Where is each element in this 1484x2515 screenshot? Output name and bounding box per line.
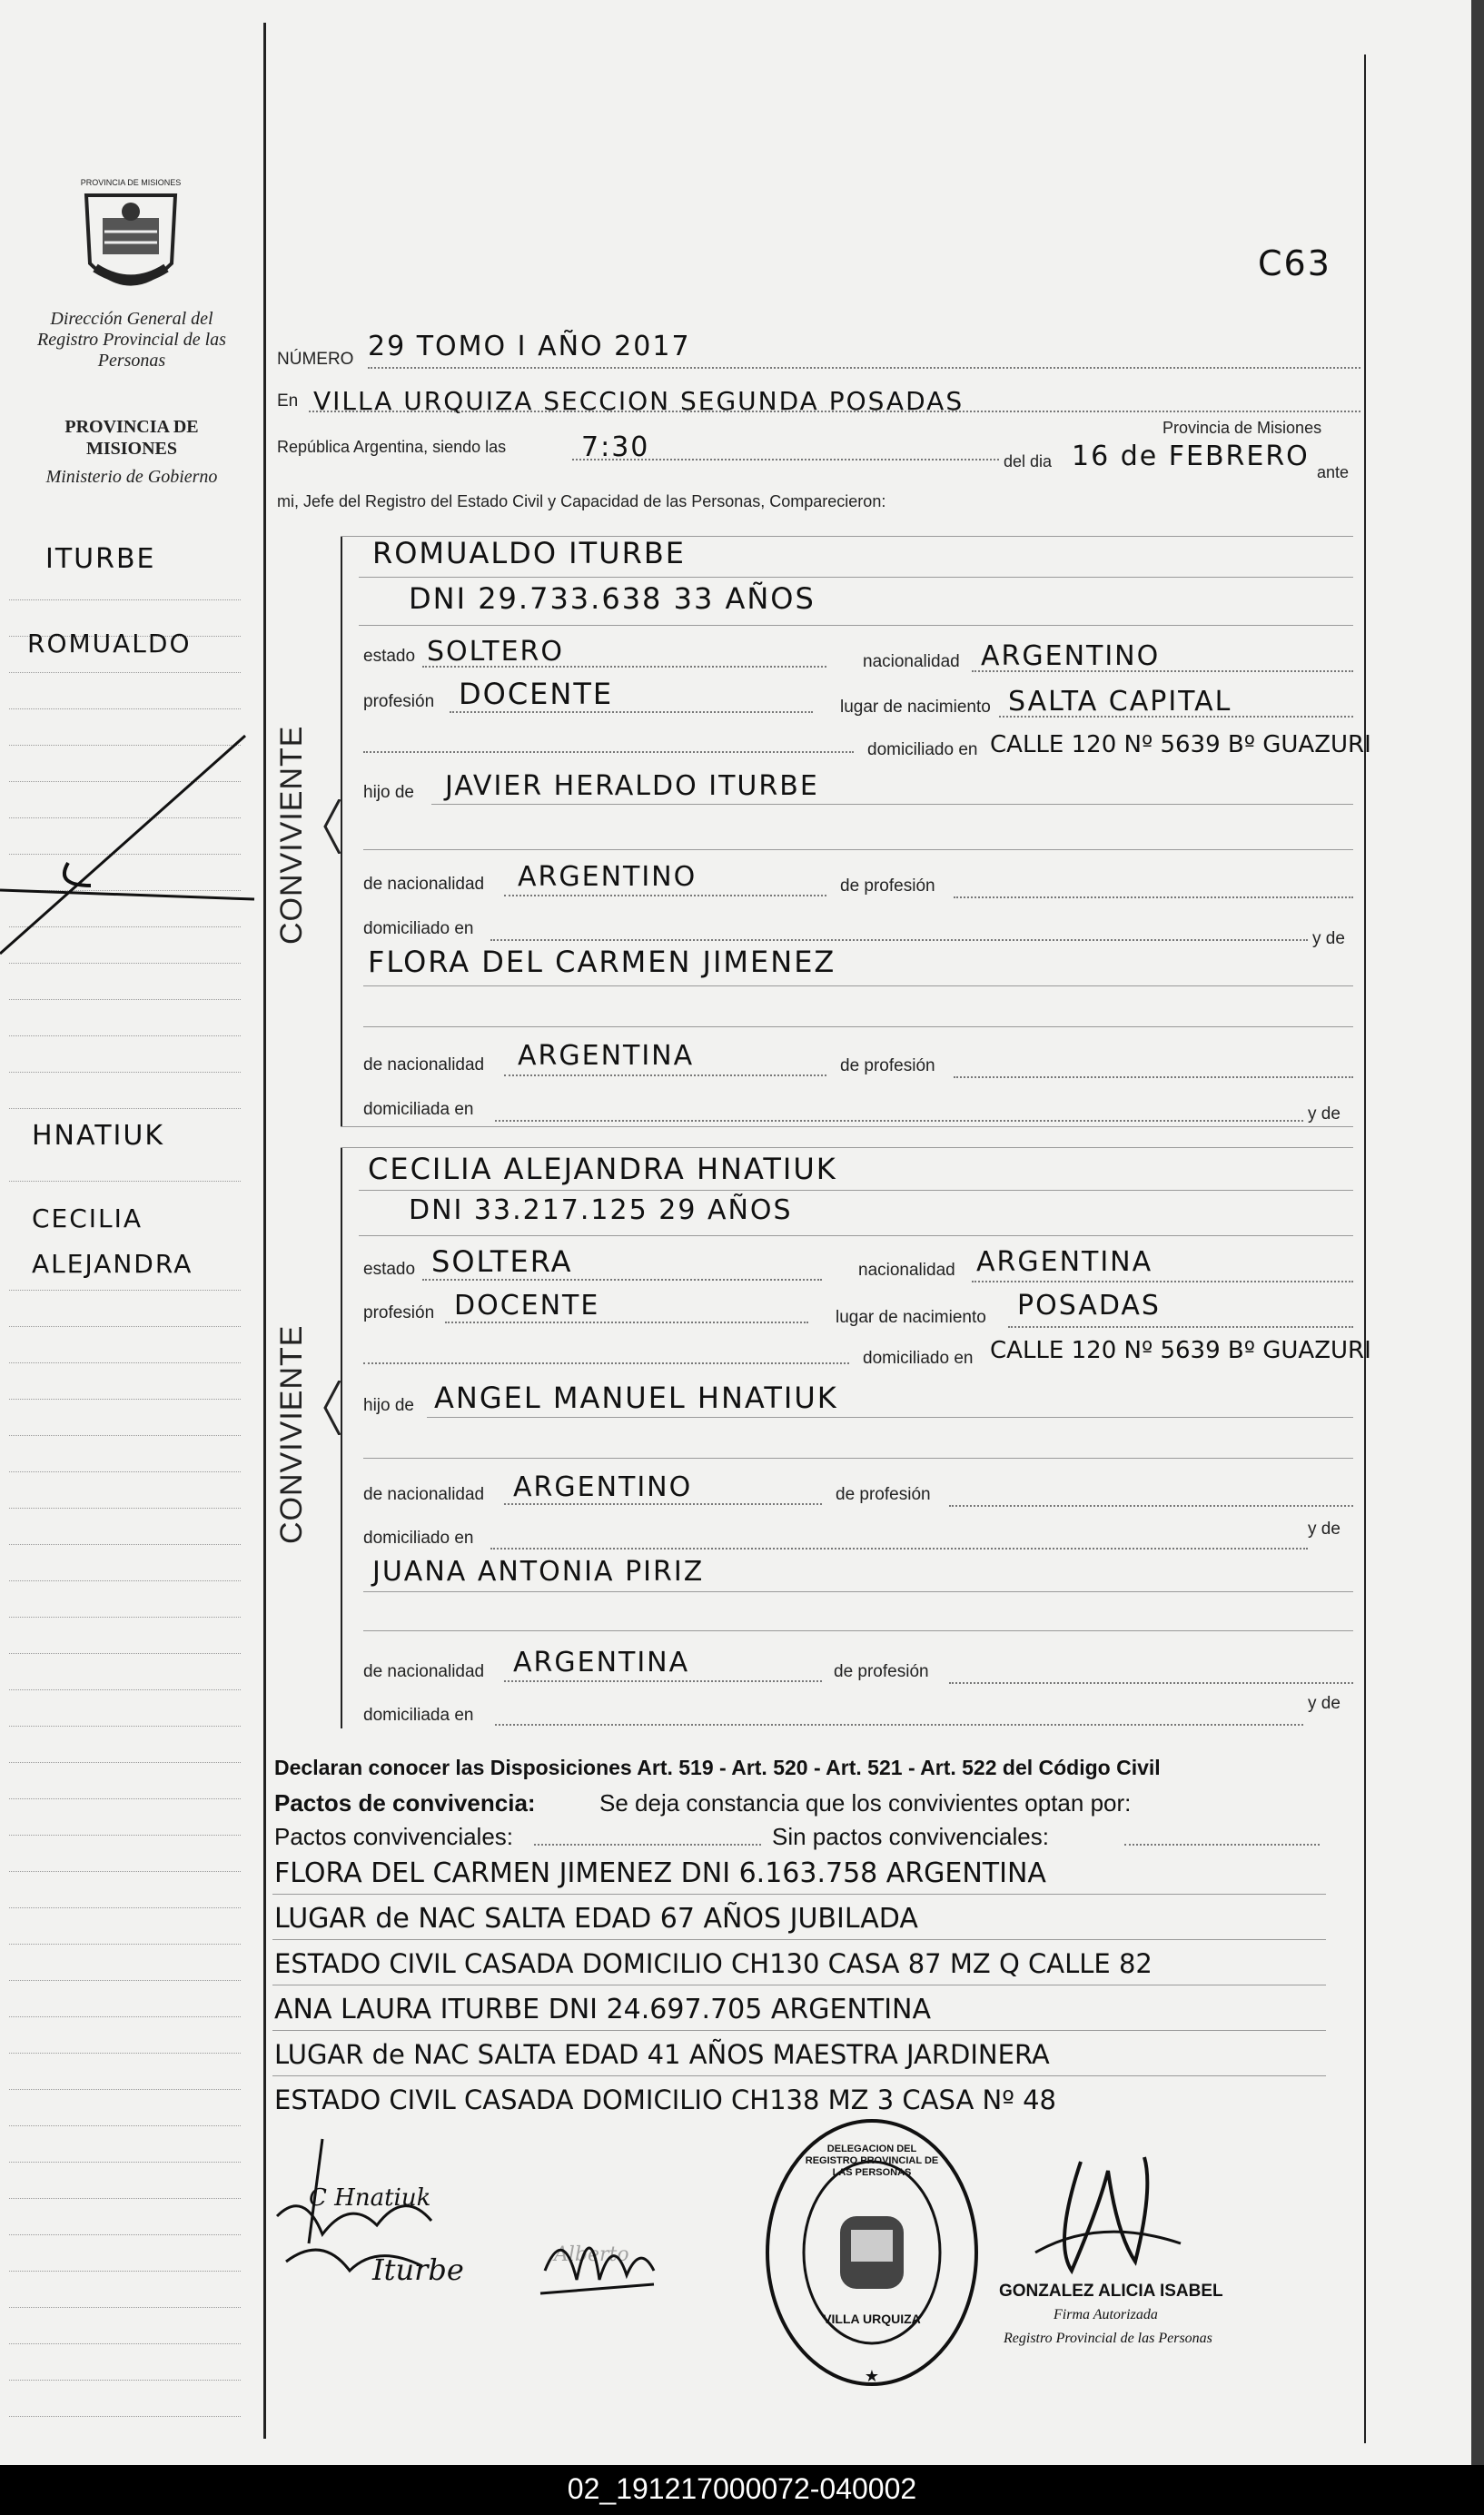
conv2-madre-dom-label: domiciliada en <box>363 1706 474 1725</box>
official-signature-icon <box>1017 2153 1199 2280</box>
provincia-label: Provincia de Misiones <box>1162 419 1322 437</box>
sin-pactos-label: Sin pactos convivenciales: <box>772 1823 1049 1850</box>
dia-value: 16 de FEBRERO <box>1072 441 1310 472</box>
conv1-nacionalidad-label: nacionalidad <box>863 652 960 671</box>
conv2-lugar-label: lugar de nacimiento <box>836 1308 986 1327</box>
conv1-madre-nac-label: de nacionalidad <box>363 1055 485 1074</box>
conv2-padre: ANGEL MANUEL HNATIUK <box>434 1381 838 1415</box>
conv2-padre-prof-label: de profesión <box>836 1485 931 1504</box>
page-edge-shadow <box>1471 0 1484 2465</box>
official-role: Firma Autorizada <box>1054 2307 1158 2322</box>
conv2-nacionalidad-label: nacionalidad <box>858 1261 955 1280</box>
witness-line-1: FLORA DEL CARMEN JIMENEZ DNI 6.163.758 ARGENTINA <box>274 1857 1046 1889</box>
conv1-hijo-label: hijo de <box>363 783 414 802</box>
witness-line-2: LUGAR de NAC SALTA EDAD 67 AÑOS JUBILADA <box>274 1903 918 1935</box>
declaration-line: Declaran conocer las Disposiciones Art. 519 - Art. 520 - Art. 521 - Art. 522 del Código Civil <box>274 1756 1161 1779</box>
conv2-estado-label: estado <box>363 1260 416 1279</box>
witness-line-5: LUGAR de NAC SALTA EDAD 41 AÑOS MAESTRA JARDINERA <box>274 2039 1050 2070</box>
right-border-line <box>1364 54 1366 2443</box>
conv2-yde-1: y de <box>1308 1520 1341 1539</box>
signature-1-text: C Hnatiuk <box>309 2184 431 2212</box>
conv2-madre-nac-label: de nacionalidad <box>363 1662 485 1681</box>
margin-surname-2: HNATIUK <box>32 1120 164 1152</box>
signature-2-text: Iturbe <box>372 2253 464 2287</box>
conv1-estado: SOLTERO <box>427 636 564 668</box>
brace-1-icon <box>320 799 347 854</box>
conv1-profesion-label: profesión <box>363 692 435 711</box>
conv2-padre-nac: ARGENTINO <box>513 1471 693 1503</box>
official-name: GONZALEZ ALICIA ISABEL <box>999 2282 1223 2301</box>
hora-value: 7:30 <box>581 431 650 463</box>
margin-divider-line <box>263 23 266 2439</box>
conv1-madre: FLORA DEL CARMEN JIMENEZ <box>368 945 836 979</box>
conv1-padre: JAVIER HERALDO ITURBE <box>445 770 819 802</box>
en-value: VILLA URQUIZA SECCION SEGUNDA POSADAS <box>313 386 965 416</box>
conv2-madre: JUANA ANTONIA PIRIZ <box>372 1556 705 1588</box>
province-seal-icon <box>77 177 184 304</box>
numero-label: NÚMERO <box>277 350 354 369</box>
conviviente-2-label: CONVIVIENTE <box>274 1324 309 1544</box>
republica-label: República Argentina, siendo las <box>277 438 507 456</box>
conv2-hijo-label: hijo de <box>363 1396 414 1415</box>
document-id: 02_191217000072-040002 <box>567 2472 917 2505</box>
conv1-yde-2: y de <box>1308 1104 1341 1124</box>
conv1-lugar: SALTA CAPITAL <box>1008 686 1232 718</box>
conv1-profesion: DOCENTE <box>459 677 614 711</box>
seal-ribbon-text: PROVINCIA DE MISIONES <box>80 178 182 187</box>
province-name: PROVINCIA DE MISIONES <box>64 417 199 459</box>
stamp-place: VILLA URQUIZA <box>823 2312 921 2326</box>
conviviente-1-label: CONVIVIENTE <box>274 725 309 945</box>
witness-line-4: ANA LAURA ITURBE DNI 24.697.705 ARGENTINA <box>274 1994 932 2025</box>
witness-line-6: ESTADO CIVIL CASADA DOMICILIO CH138 MZ 3 CASA Nº 48 <box>274 2084 1056 2115</box>
conv1-domicilio: CALLE 120 Nº 5639 Bº GUAZURI <box>990 731 1371 758</box>
signature-3-text: Alberto <box>554 2243 629 2266</box>
conv2-padre-nac-label: de nacionalidad <box>363 1485 485 1504</box>
pactos-convivenciales-label: Pactos convivenciales: <box>274 1823 514 1850</box>
conv2-lugar: POSADAS <box>1017 1290 1161 1322</box>
conv1-domicilio-label: domiciliado en <box>867 740 978 759</box>
conv2-dni: DNI 33.217.125 29 AÑOS <box>409 1194 793 1226</box>
margin-name-2a: CECILIA <box>32 1203 143 1233</box>
conv2-madre-prof-label: de profesión <box>834 1662 929 1681</box>
conv1-padre-nac: ARGENTINO <box>518 861 697 893</box>
conv2-domicilio: CALLE 120 Nº 5639 Bº GUAZURI <box>990 1337 1371 1364</box>
conviviente-2-border <box>341 1147 342 1728</box>
conv1-padre-nac-label: de nacionalidad <box>363 875 485 894</box>
witness-line-3: ESTADO CIVIL CASADA DOMICILIO CH130 CASA 87 MZ Q CALLE 82 <box>274 1948 1153 1979</box>
conv1-nacionalidad: ARGENTINO <box>981 640 1161 672</box>
conv1-estado-label: estado <box>363 647 416 666</box>
brace-2-icon <box>320 1381 347 1435</box>
del-dia-label: del dia <box>1004 452 1053 470</box>
svg-text:★: ★ <box>864 2367 880 2386</box>
conv2-profesion-label: profesión <box>363 1303 435 1322</box>
intro-text: mi, Jefe del Registro del Estado Civil y Capacidad de las Personas, Comparecieron: <box>277 492 886 510</box>
conv2-yde-2: y de <box>1308 1694 1341 1713</box>
stamp-text: DELEGACION DEL REGISTRO PROVINCIAL DE LAS PERSONAS <box>805 2144 939 2178</box>
conv2-nombre: CECILIA ALEJANDRA HNATIUK <box>368 1152 837 1186</box>
official-org: Registro Provincial de las Personas <box>1004 2331 1212 2346</box>
conv1-yde-1: y de <box>1312 929 1345 948</box>
conv2-domicilio-label: domiciliado en <box>863 1349 974 1368</box>
margin-name-2b: ALEJANDRA <box>32 1249 193 1279</box>
ministry-name: Ministerio de Gobierno <box>45 467 218 487</box>
conv1-lugar-label: lugar de nacimiento <box>840 698 991 717</box>
conv2-estado: SOLTERA <box>431 1244 573 1279</box>
conv1-dni: DNI 29.733.638 33 AÑOS <box>409 581 816 616</box>
pactos-text: Se deja constancia que los convivientes optan por: <box>599 1789 1132 1817</box>
page-number: C63 <box>1258 243 1331 283</box>
conv1-madre-nac: ARGENTINA <box>518 1040 695 1072</box>
numero-value: 29 TOMO I AÑO 2017 <box>368 331 691 362</box>
margin-surname-1: ITURBE <box>45 543 156 575</box>
conv1-madre-dom-label: domiciliada en <box>363 1100 474 1119</box>
conv1-padre-dom-label: domiciliado en <box>363 919 474 938</box>
ante-label: ante <box>1317 463 1350 481</box>
en-label: En <box>277 391 299 411</box>
conv1-nombre: ROMUALDO ITURBE <box>372 536 686 570</box>
institution-name: Dirección General del Registro Provincial de las Personas <box>37 309 226 371</box>
conv1-madre-prof-label: de profesión <box>840 1056 935 1075</box>
conv2-nacionalidad: ARGENTINA <box>976 1246 1153 1278</box>
conv1-padre-prof-label: de profesión <box>840 876 935 896</box>
margin-name-1: ROMUALDO <box>27 629 192 658</box>
margin-strike-mark <box>0 727 263 981</box>
conv2-padre-dom-label: domiciliado en <box>363 1529 474 1548</box>
conv2-profesion: DOCENTE <box>454 1290 600 1322</box>
conv2-madre-nac: ARGENTINA <box>513 1647 690 1678</box>
pactos-title: Pactos de convivencia: <box>274 1789 536 1817</box>
